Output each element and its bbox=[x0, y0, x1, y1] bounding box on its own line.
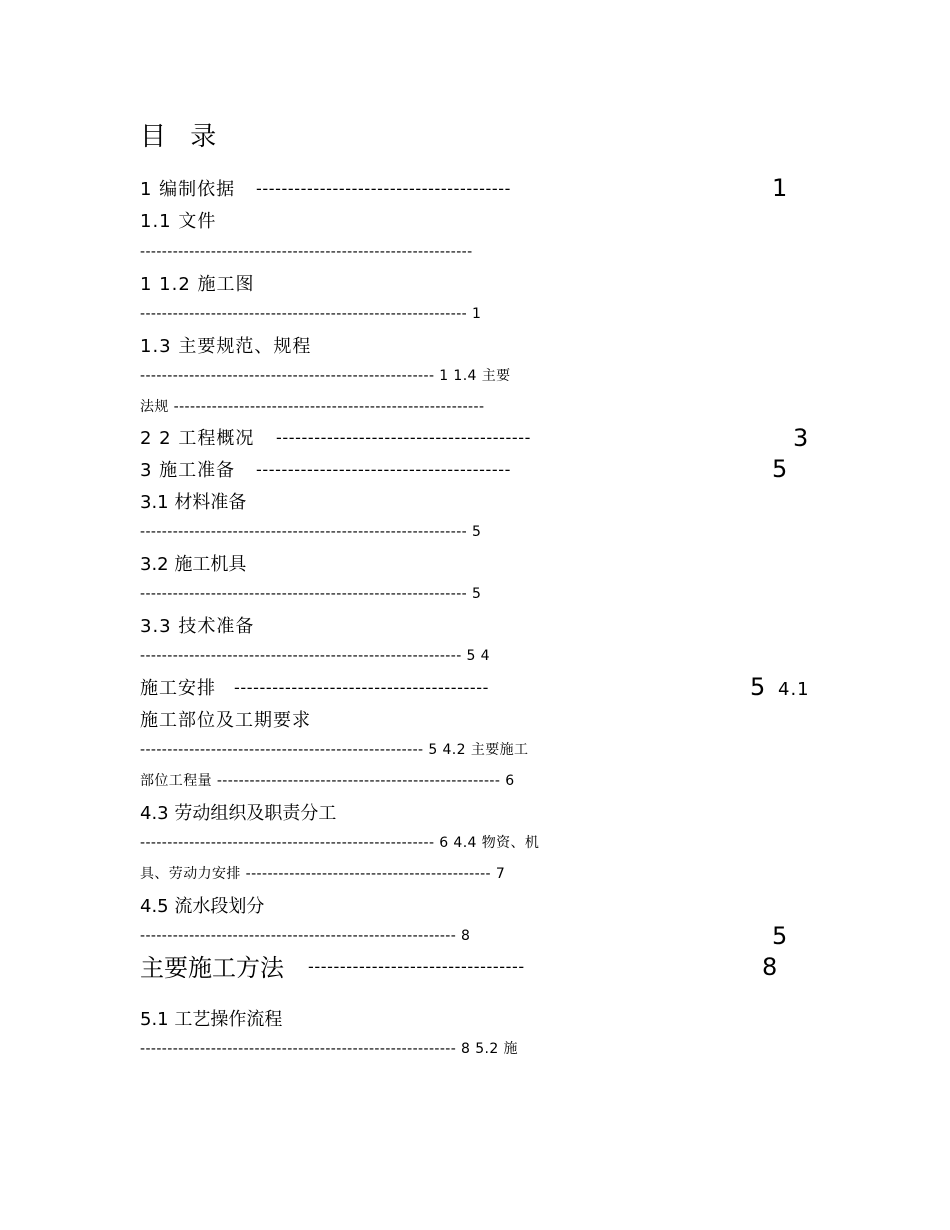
toc-entry-1[interactable]: 1 编制依据 bbox=[140, 179, 236, 200]
toc-entry-1-1[interactable]: 1.1 文件 bbox=[140, 211, 217, 232]
toc-page-5: 8 bbox=[762, 953, 778, 981]
toc-leader-4-5: ---------------------------------------------------------- 8 bbox=[140, 928, 471, 944]
toc-entry-4-1-number: 4.1 bbox=[778, 679, 810, 700]
toc-entry-4-5[interactable]: 4.5 流水段划分 bbox=[140, 896, 265, 917]
toc-entry-4[interactable]: 施工安排 bbox=[140, 678, 216, 699]
toc-leader-4-3: ------------------------------------------------------ 6 4.4 物资、机 bbox=[140, 835, 540, 851]
toc-leader-5-1: ---------------------------------------------------------- 8 5.2 施 bbox=[140, 1041, 518, 1057]
toc-page-2: 3 bbox=[793, 424, 809, 452]
toc-entry-1-2[interactable]: 1 1.2 施工图 bbox=[140, 274, 255, 295]
toc-leader-4-4: 具、劳动力安排 --------------------------------------------- 7 bbox=[140, 866, 506, 882]
toc-leader-5: ---------------------------------- bbox=[308, 957, 525, 976]
toc-entry-5-1[interactable]: 5.1 工艺操作流程 bbox=[140, 1009, 283, 1030]
toc-leader-3: ---------------------------------------- bbox=[256, 460, 511, 479]
toc-page-1: 1 bbox=[772, 174, 788, 202]
toc-entry-2[interactable]: 2 2 工程概况 bbox=[140, 428, 255, 449]
toc-page-3: 5 bbox=[772, 455, 788, 483]
toc-entry-5[interactable]: 主要施工方法 bbox=[140, 954, 284, 982]
toc-leader-4-1: ---------------------------------------------------- 5 4.2 主要施工 bbox=[140, 742, 529, 758]
toc-entry-4-1[interactable]: 施工部位及工期要求 bbox=[140, 710, 311, 731]
toc-entry-3[interactable]: 3 施工准备 bbox=[140, 460, 236, 481]
toc-entry-3-2[interactable]: 3.2 施工机具 bbox=[140, 554, 247, 575]
toc-leader-3-1: ------------------------------------------------------------ 5 bbox=[140, 524, 482, 540]
toc-page-4: 5 bbox=[750, 673, 766, 701]
toc-entry-3-1[interactable]: 3.1 材料准备 bbox=[140, 492, 247, 513]
toc-leader-4: ---------------------------------------- bbox=[234, 678, 489, 697]
toc-leader-1: ---------------------------------------- bbox=[256, 179, 511, 198]
toc-leader-1-2: ------------------------------------------------------------ 1 bbox=[140, 306, 482, 322]
toc-leader-4-2: 部位工程量 ---------------------------------------------------- 6 bbox=[140, 773, 515, 789]
toc-leader-3-3: ----------------------------------------------------------- 5 4 bbox=[140, 648, 490, 664]
toc-entry-5-number: 5 bbox=[772, 922, 788, 950]
toc-entry-1-3[interactable]: 1.3 主要规范、规程 bbox=[140, 336, 312, 357]
toc-leader-1-4: 法规 --------------------------------------------------------- bbox=[140, 399, 485, 415]
toc-entry-3-3[interactable]: 3.3 技术准备 bbox=[140, 616, 255, 637]
toc-title: 目 录 bbox=[140, 122, 225, 152]
toc-leader-1-1: ------------------------------------------------------------- bbox=[140, 244, 473, 260]
toc-leader-3-2: ------------------------------------------------------------ 5 bbox=[140, 586, 482, 602]
toc-leader-2: ---------------------------------------- bbox=[276, 428, 531, 447]
toc-entry-4-3[interactable]: 4.3 劳动组织及职责分工 bbox=[140, 803, 337, 824]
toc-leader-1-3: ------------------------------------------------------ 1 1.4 主要 bbox=[140, 368, 511, 384]
